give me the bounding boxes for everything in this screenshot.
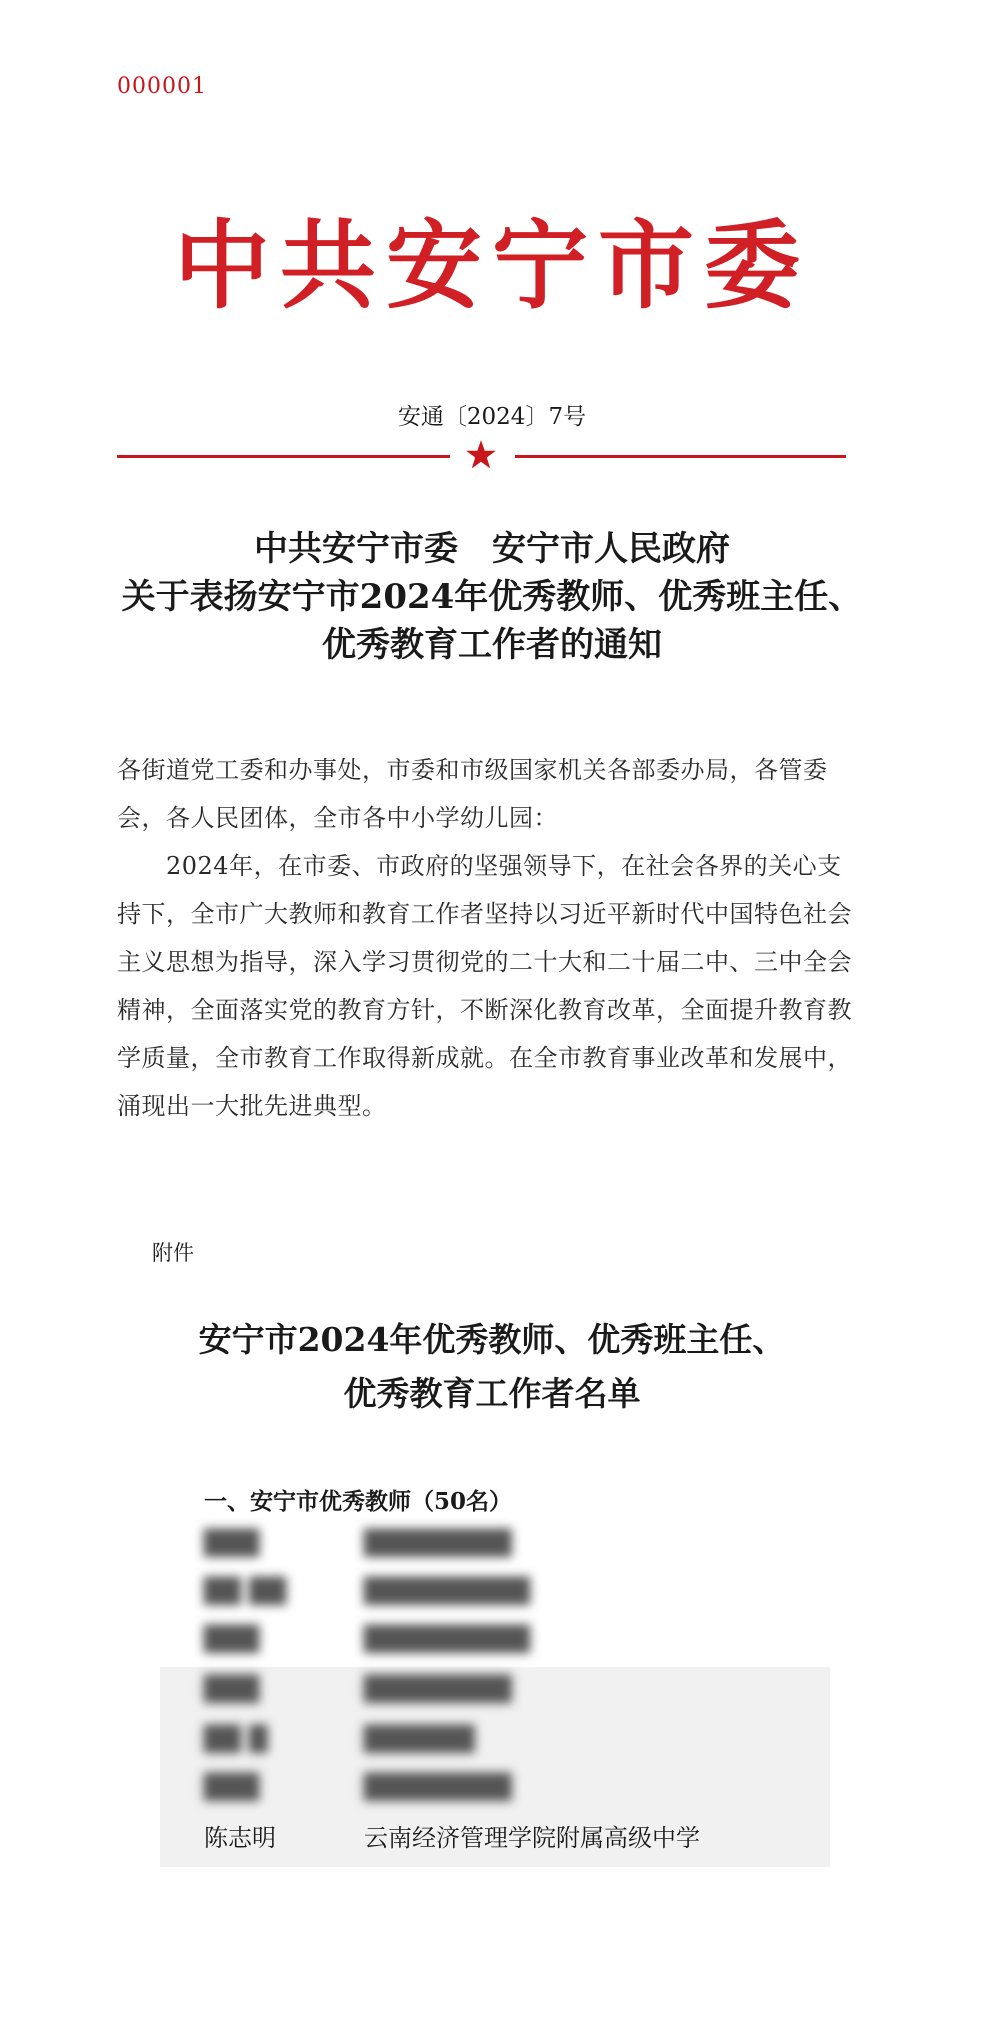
honoree-school: 云南经济管理学院附属高级中学	[364, 1824, 700, 1852]
red-divider-left	[117, 455, 450, 458]
notice-title-line: 关于表扬安宁市2024年优秀教师、优秀班主任、	[121, 577, 863, 617]
honoree-name: 陈志明	[204, 1824, 276, 1852]
redacted-list-item: ██ ██ █████████	[204, 1576, 531, 1605]
notice-body	[117, 746, 852, 1130]
list-title	[0, 1313, 984, 1421]
notice-title-line: 优秀教育工作者的通知	[322, 625, 662, 665]
issuer-title: 中共安宁市委	[174, 209, 810, 322]
redacted-list-item: ███ █████████	[204, 1624, 531, 1653]
list-title-line: 优秀教育工作者名单	[343, 1374, 641, 1413]
redacted-list-item: ███ ████████	[204, 1528, 512, 1557]
attachment-label: 附件	[152, 1241, 194, 1265]
redacted-list-item: ███ ████████	[204, 1772, 512, 1801]
section-heading: 一、安宁市优秀教师（50名）	[204, 1488, 513, 1515]
notice-title	[0, 525, 984, 669]
star-icon	[464, 438, 498, 472]
redacted-list-item: ███ ████████	[204, 1674, 512, 1703]
redacted-list-item: ██ █ ██████	[204, 1724, 475, 1753]
list-item	[204, 1818, 700, 1853]
reference-number: 安通〔2024〕7号	[397, 404, 587, 430]
list-title-line: 安宁市2024年优秀教师、优秀班主任、	[198, 1320, 786, 1359]
body-paragraph: 2024年，在市委、市政府的坚强领导下，在社会各界的关心支持下，全市广大教师和教育工作者坚持以习近平新时代中国特色社会主义思想为指导，深入学习贯彻党的二十大和二十届二中、三中全会精神，全面落实党的教育方针，不断深化教育改革，全面提升教育教学质量，全市教育工作取得新成就。在全市教育事业改革和发展中，涌现出一大批先进典型。	[117, 852, 852, 1120]
document-number: 000001	[117, 74, 207, 99]
salutation-paragraph: 各街道党工委和办事处，市委和市级国家机关各部委办局，各管委会，各人民团体，全市各中小学幼儿园：	[117, 756, 828, 832]
notice-title-line: 中共安宁市委 安宁市人民政府	[254, 529, 730, 569]
red-divider-right	[515, 455, 846, 458]
